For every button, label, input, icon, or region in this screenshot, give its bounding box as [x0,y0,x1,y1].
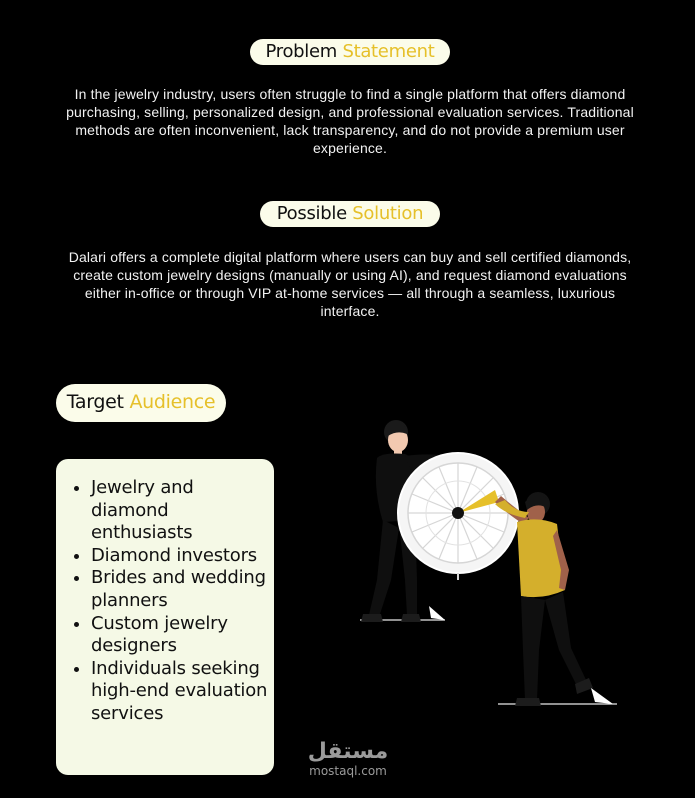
possible-solution-heading [260,201,440,227]
list-item: • Diamond investors [91,545,271,568]
mostaql-watermark [302,740,394,778]
target-audience-heading [56,384,226,422]
target-audience-card [56,459,274,775]
list-item: • Individuals seeking high-end evaluation services [91,658,271,726]
problem-heading-accent: Statement [342,41,435,62]
list-item: • Custom jewelry designers [91,613,271,658]
solution-heading-accent: Solution [352,203,424,224]
audience-list [56,477,271,726]
target-heading-main: Target [66,391,124,413]
problem-heading-main: Problem [265,41,338,62]
problem-statement-text: In the jewelry industry, users often struggle to find a single platform that offers diamond purchasing, selling, personalized design, and professional evaluation services. Traditional methods are often inconvenient, lack transparency, and do not provide a premium user experience. [66,86,634,156]
solution-heading-main: Possible [276,203,347,224]
problem-statement-heading [250,39,450,65]
watermark-latin: mostaql.com [309,764,387,778]
list-item: • Brides and wedding planners [91,567,271,612]
target-heading-accent: Audience [129,391,216,413]
possible-solution-text: Dalari offers a complete digital platform where users can buy and sell certified diamonds, create custom jewelry designs (manually or using AI), and request diamond evaluations either in-office or through VIP at-home services — all through a seamless, luxurious interface. [68,249,632,319]
people-spinning-wheel-illustration [355,420,625,720]
watermark-arabic: مستقل [307,739,389,764]
list-item: • Jewelry and diamond enthusiasts [91,477,271,545]
